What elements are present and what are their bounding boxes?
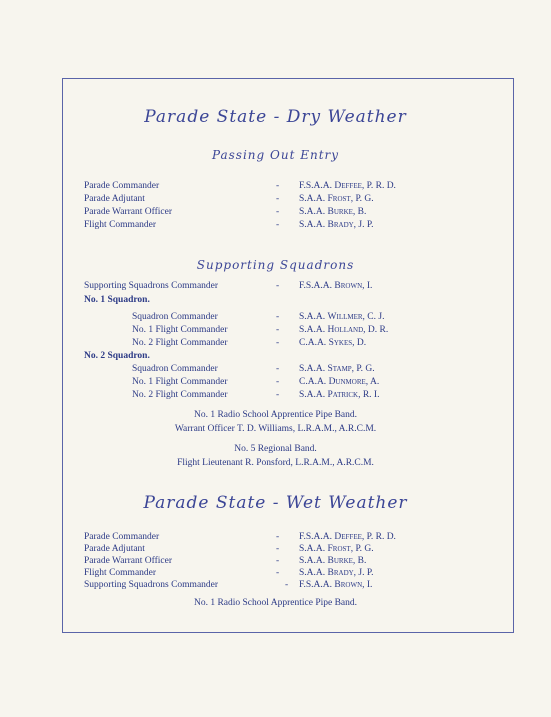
wet-entry-rank: F.S.A.A. — [299, 532, 335, 542]
squadron-2-row-name: Patrick, R. I. — [327, 390, 380, 400]
wet-entry-dash: - — [276, 568, 280, 578]
dry-entry-name: Frost, P. G. — [327, 194, 374, 204]
squadron-1-row-rank: S.A.A. — [299, 325, 328, 335]
squadron-2-row-rank: S.A.A. — [299, 364, 328, 374]
squadron-1-row-dash: - — [276, 338, 280, 348]
wet-entry-person — [299, 579, 372, 592]
squadron-2-row-rank: C.A.A. — [299, 377, 329, 387]
squadron-1-row-name: Sykes, D. — [328, 338, 367, 348]
dry-entry-role: Parade Adjutant — [84, 194, 145, 204]
dry-entry-rank: S.A.A. — [299, 220, 328, 230]
wet-entry-dash: - — [276, 556, 280, 566]
squadron-1-row-person — [299, 311, 384, 324]
supporting-commander-person — [299, 280, 372, 293]
wet-entry-dash: - — [276, 532, 280, 542]
wet-entry-dash: - — [285, 580, 289, 590]
pipe-band-leader: Warrant Officer T. D. Williams, L.R.A.M., A.R.C.M. — [174, 424, 377, 434]
regional-band: No. 5 Regional Band. — [234, 444, 317, 454]
wet-entry-name: Burke, B. — [327, 556, 367, 566]
supporting-commander-rank: F.S.A.A. — [299, 281, 335, 291]
dry-entry-role: Parade Commander — [84, 181, 160, 191]
dry-entry-dash: - — [276, 207, 280, 217]
squadron-1-row-person — [299, 337, 366, 350]
dry-entry-role: Parade Warrant Officer — [84, 207, 173, 217]
title-wet-weather: Parade State - Wet Weather — [143, 493, 408, 513]
dry-entry-dash: - — [276, 194, 280, 204]
dry-entry-dash: - — [276, 220, 280, 230]
squadron-1-row-dash: - — [276, 325, 280, 335]
wet-entry-role: Parade Adjutant — [84, 544, 145, 554]
dry-entry-person — [299, 180, 396, 193]
squadron-2-row-dash: - — [276, 364, 280, 374]
dry-entry-person — [299, 219, 374, 232]
regional-band-leader: Flight Lieutenant R. Ponsford, L.R.A.M., A.R.C.M. — [177, 458, 374, 468]
squadron-1-row-name: Holland, D. R. — [327, 325, 389, 335]
squadron-2-row-dash: - — [276, 377, 280, 387]
dry-entry-name: Burke, B. — [327, 207, 367, 217]
squadron-2-row-person — [299, 376, 379, 389]
squadron-2-row-role: No. 2 Flight Commander — [132, 390, 228, 400]
dry-entry-role: Flight Commander — [84, 220, 157, 230]
wet-entry-role: Supporting Squadrons Commander — [84, 580, 219, 590]
dry-entry-rank: S.A.A. — [299, 194, 328, 204]
squadron-2-row-name: Stamp, P. G. — [327, 364, 375, 374]
supporting-commander-name: Brown, I. — [334, 281, 373, 291]
squadron-1-row-person — [299, 324, 388, 337]
squadron-2-row-person — [299, 389, 379, 402]
wet-entry-role: Flight Commander — [84, 568, 157, 578]
wet-pipe-band: No. 1 Radio School Apprentice Pipe Band. — [193, 598, 358, 608]
title-dry-weather: Parade State - Dry Weather — [144, 107, 407, 127]
squadron-1-row-rank: S.A.A. — [299, 312, 328, 322]
dry-entry-person — [299, 193, 374, 206]
wet-entry-name: Brown, I. — [334, 580, 373, 590]
wet-entry-role: Parade Warrant Officer — [84, 556, 173, 566]
dry-entry-rank: F.S.A.A. — [299, 181, 335, 191]
title-supporting-squadrons: Supporting Squadrons — [196, 258, 355, 272]
wet-entry-rank: S.A.A. — [299, 568, 328, 578]
title-passing-out-entry: Passing Out Entry — [211, 148, 340, 162]
squadron-1-row-name: Willmer, C. J. — [327, 312, 385, 322]
squadron-2-row-name: Dunmore, A. — [328, 377, 380, 387]
wet-entry-name: Frost, P. G. — [327, 544, 374, 554]
squadron-1-row-dash: - — [276, 312, 280, 322]
dry-entry-person — [299, 206, 366, 219]
pipe-band: No. 1 Radio School Apprentice Pipe Band. — [193, 410, 358, 420]
squadron-1-row-role: No. 2 Flight Commander — [132, 338, 228, 348]
wet-entry-rank: S.A.A. — [299, 544, 328, 554]
dry-entry-rank: S.A.A. — [299, 207, 328, 217]
wet-entry-rank: S.A.A. — [299, 556, 328, 566]
squadron-1-row-rank: C.A.A. — [299, 338, 329, 348]
wet-entry-dash: - — [276, 544, 280, 554]
squadron-2-row-role: No. 1 Flight Commander — [132, 377, 228, 387]
squadron-2-heading: No. 2 Squadron. — [84, 351, 150, 361]
squadron-2-row-dash: - — [276, 390, 280, 400]
squadron-2-row-rank: S.A.A. — [299, 390, 328, 400]
wet-entry-name: Deffee, P. R. D. — [334, 532, 396, 542]
supporting-commander-role: Supporting Squadrons Commander — [84, 281, 219, 291]
dry-entry-name: Deffee, P. R. D. — [334, 181, 396, 191]
squadron-2-row-role: Squadron Commander — [132, 364, 218, 374]
squadron-1-row-role: Squadron Commander — [132, 312, 218, 322]
wet-entry-rank: F.S.A.A. — [299, 580, 335, 590]
wet-entry-name: Brady, J. P. — [327, 568, 374, 578]
dry-entry-name: Brady, J. P. — [327, 220, 374, 230]
squadron-2-row-person — [299, 363, 375, 376]
squadron-1-row-role: No. 1 Flight Commander — [132, 325, 228, 335]
supporting-commander-dash: - — [276, 281, 280, 291]
wet-entry-role: Parade Commander — [84, 532, 160, 542]
dry-entry-dash: - — [276, 181, 280, 191]
squadron-1-heading: No. 1 Squadron. — [84, 295, 150, 305]
